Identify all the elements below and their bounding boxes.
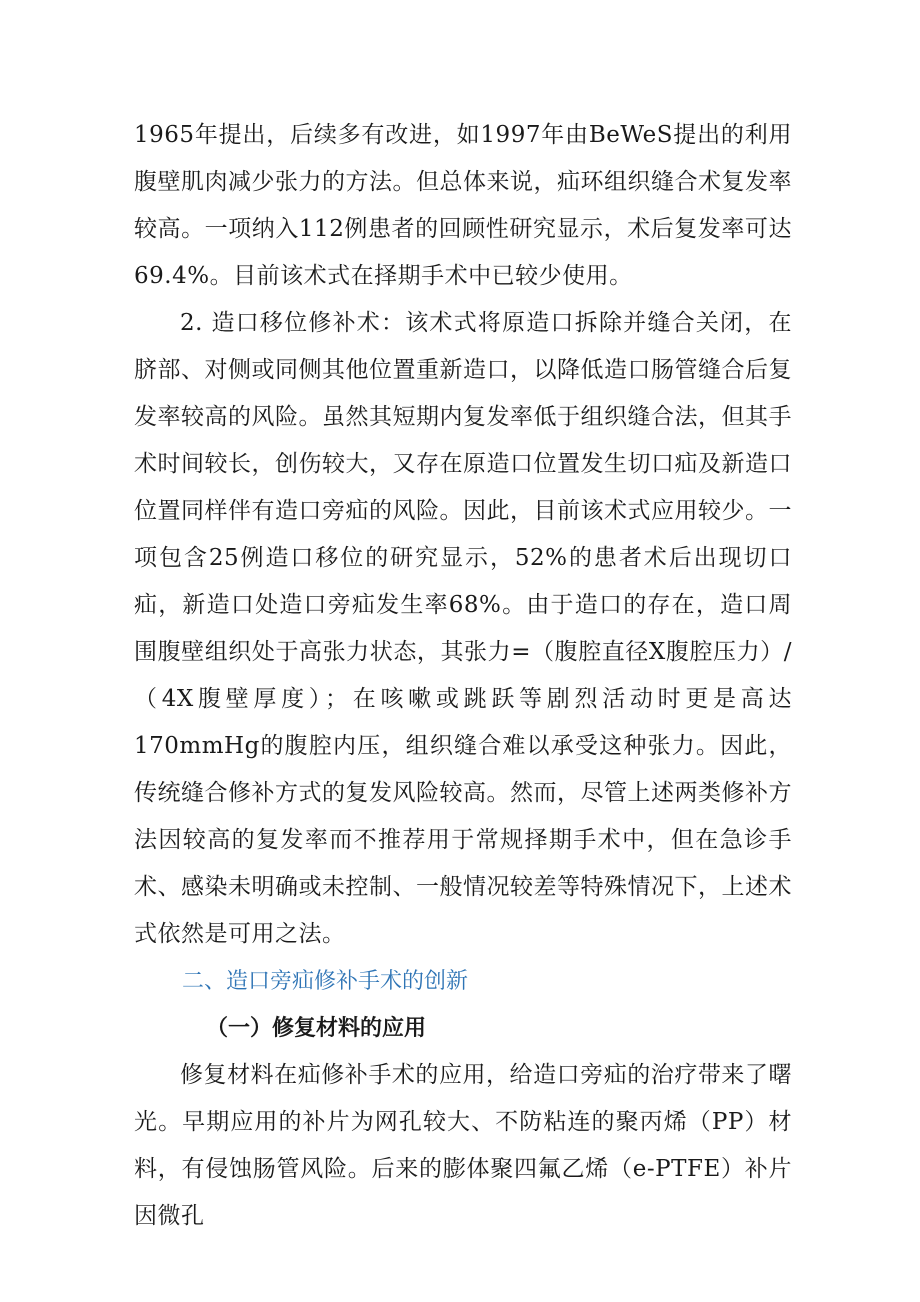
subsection-heading-materials: （一）修复材料的应用 <box>206 1016 427 1041</box>
paragraph-repair-materials: 修复材料在疝修补手术的应用，给造口旁疝的治疗带来了曙光。早期应用的补片为网孔较大、不防粘连的聚丙烯（PP）材料，有侵蚀肠管风险。后来的膨体聚四氟乙烯（e-PTFE）补片因微孔 <box>134 1062 792 1229</box>
paragraph-tissue-suture: 1965年提出，后续多有改进，如1997年由BeWeS提出的利用腹壁肌肉减少张力的方法。但总体来说，疝环组织缝合术复发率较高。一项纳入112例患者的回顾性研究显示，术后复发率可达69.4%。目前该术式在择期手术中已较少使用。 <box>134 122 792 289</box>
section-heading-innovation: 二、造口旁疝修补手术的创新 <box>182 969 469 994</box>
paragraph-stoma-relocation: 2. 造口移位修补术：该术式将原造口拆除并缝合关闭，在脐部、对侧或同侧其他位置重新造口，以降低造口肠管缝合后复发率较高的风险。虽然其短期内复发率低于组织缝合法，但其手术时间较长，创伤较大，又存在原造口位置发生切口疝及新造口位置同样伴有造口旁疝的风险。因此，目前该术式应用较少。一项包含25例造口移位的研究显示，52%的患者术后出现切口疝，新造口处造口旁疝发生率68%。由于造口的存在，造口周围腹壁组织处于高张力状态，其张力=（腹腔直径X腹腔压力）/（4X腹壁厚度）；在咳嗽或跳跃等剧烈活动时更是高达170mmHg的腹腔内压，组织缝合难以承受这种张力。因此，传统缝合修补方式的复发风险较高。然而，尽管上述两类修补方法因较高的复发率而不推荐用于常规择期手术中，但在急诊手术、感染未明确或未控制、一般情况较差等特殊情况下，上述术式依然是可用之法。 <box>134 310 792 947</box>
